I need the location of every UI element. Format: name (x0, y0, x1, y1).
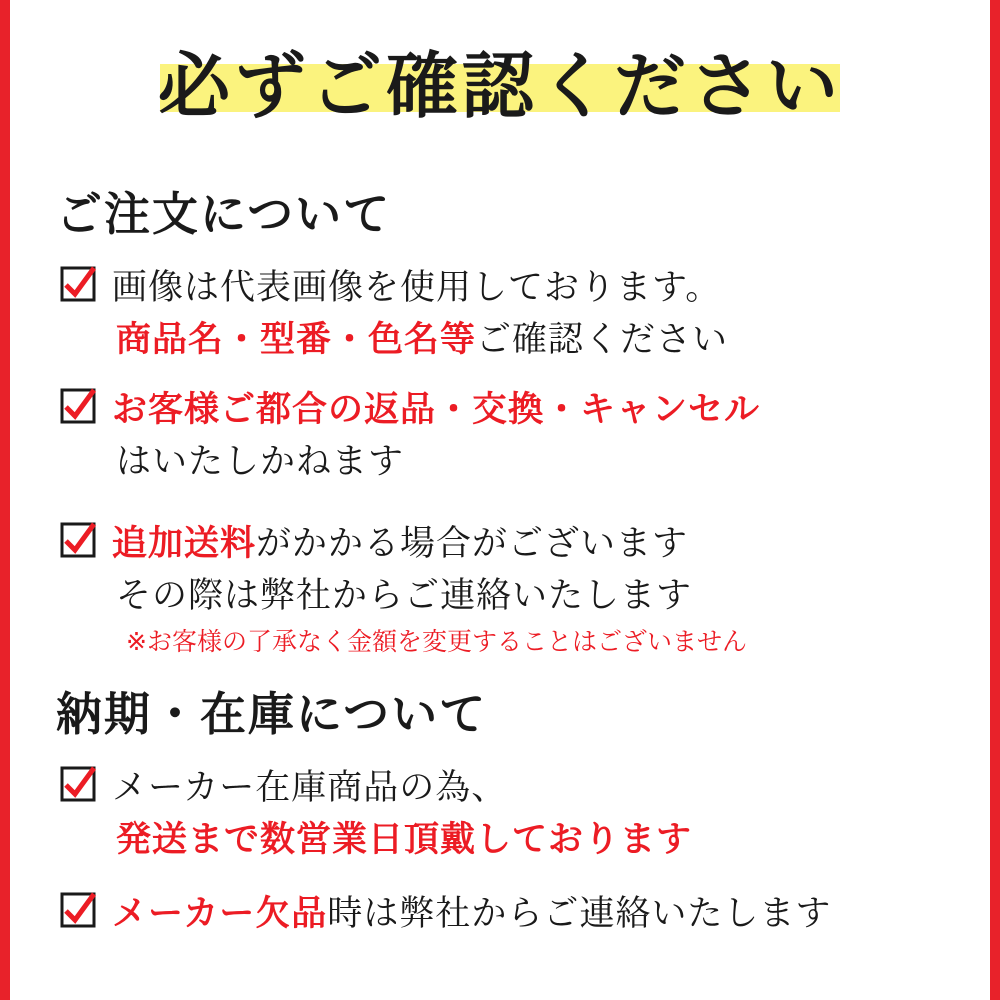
checkbox-checked-icon (60, 766, 96, 802)
list-item-text (112, 384, 960, 488)
checkbox-checked-icon (60, 522, 96, 558)
item-line-plain: 時は弊社からご連絡いたします (327, 894, 832, 934)
item-line (112, 888, 960, 940)
page-content (20, 0, 980, 1000)
item-line-plain: がかかる場合がございます (256, 524, 689, 564)
item-line: 画像は代表画像を使用しております。 (112, 268, 722, 308)
list-item (60, 262, 960, 366)
item-line-plain: ご確認ください (476, 320, 729, 360)
item-line (116, 314, 960, 366)
item-line-emphasis: 追加送料 (112, 524, 257, 564)
item-line: 発送まで数営業日頂戴しております (116, 820, 693, 860)
list-item-text (112, 762, 960, 866)
checkbox-checked-icon (60, 266, 96, 302)
item-line-emphasis: 商品名・型番・色名等 (116, 320, 477, 360)
list-item (60, 384, 960, 488)
checkbox-checked-icon (60, 388, 96, 424)
page-title-text: 必ずご確認ください (157, 44, 842, 128)
item-line (112, 518, 960, 570)
checkbox-checked-icon (60, 892, 96, 928)
item-line: はいたしかねます (116, 442, 405, 482)
list-item-text (112, 518, 960, 662)
section-heading-order: ご注文について (56, 187, 392, 241)
section-heading-delivery: 納期・在庫について (56, 687, 488, 741)
list-item (60, 762, 960, 866)
list-item (60, 888, 960, 940)
item-line: メーカー在庫商品の為、 (112, 768, 508, 808)
item-note: ※お客様の了承なく金額を変更することはございません (126, 627, 747, 656)
item-line-emphasis: メーカー欠品 (112, 894, 328, 934)
list-item (60, 518, 960, 662)
list-item-text (112, 888, 960, 940)
list-item-text (112, 262, 960, 366)
item-line: その際は弊社からご連絡いたします (116, 576, 693, 616)
item-line: お客様ご都合の返品・交換・キャンセル (112, 390, 761, 430)
page-title (20, 34, 980, 144)
